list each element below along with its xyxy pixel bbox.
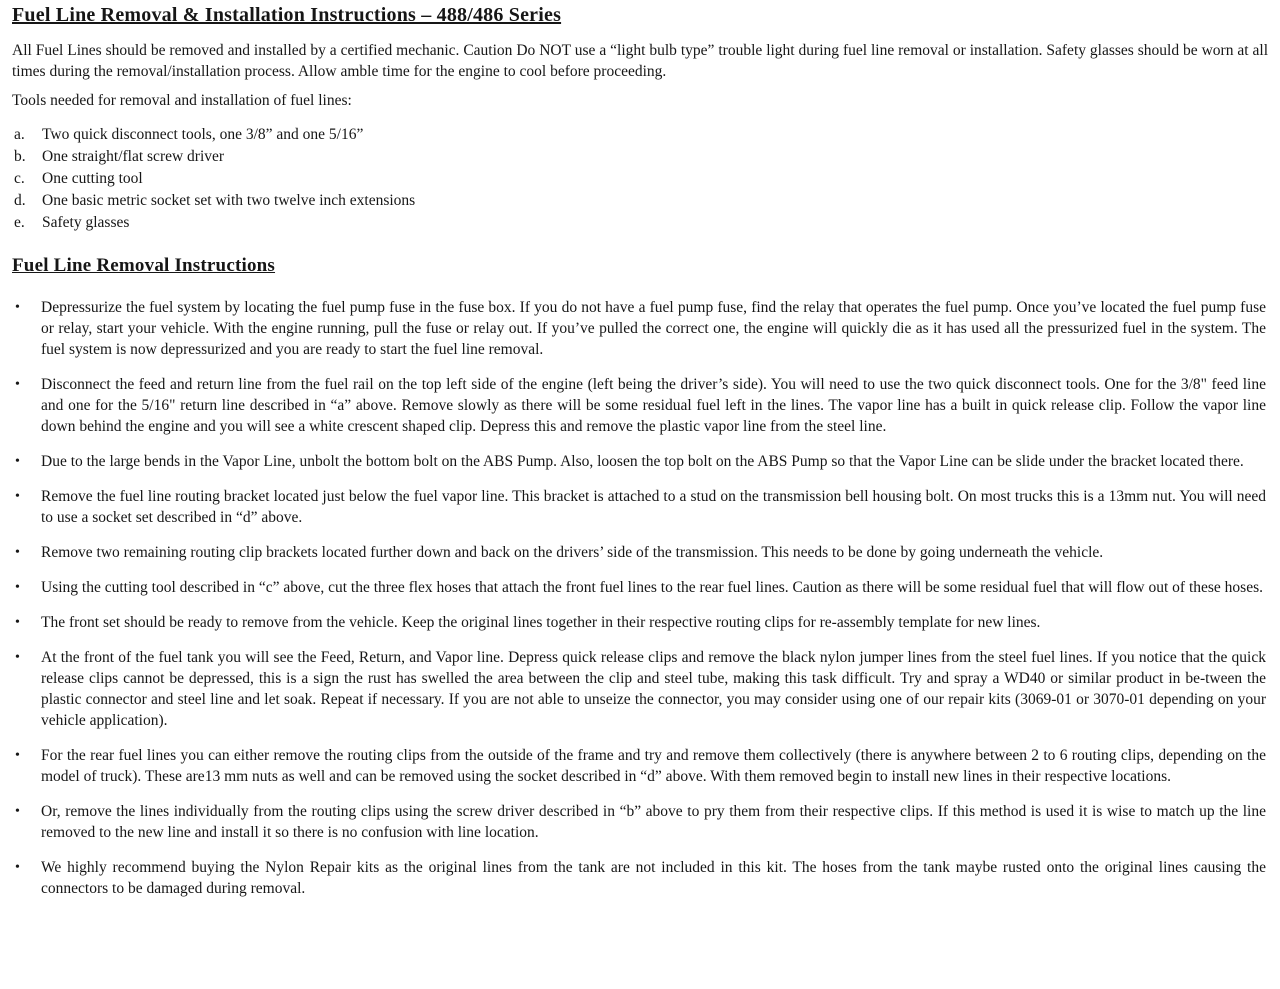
bullet-item [12, 647, 1268, 731]
bullet-item [12, 745, 1268, 787]
bullet-text: At the front of the fuel tank you will see the Feed, Return, and Vapor line. Depress quick release clips and remove the black nylon jumper lines from the steel fuel lines. If you notice that the quick release clips cannot be depressed, this is a sign the rust has swelled the area between the clip and steel tube, making this task difficult. Try and spray a WD40 or similar product in be-tween the plastic connector and steel line and let soak. Repeat if necessary. If you are not able to unseize the connector, you may consider using one of our repair kits (3069-01 or 3070-01 depending on your vehicle application). [41, 649, 1266, 729]
tool-item-letter: b. [14, 148, 26, 165]
tool-item-text: Two quick disconnect tools, one 3/8” and one 5/16” [42, 126, 364, 143]
tool-list-item [12, 149, 1268, 165]
section-heading: Fuel Line Removal Instructions [12, 255, 276, 276]
intro-paragraph: All Fuel Lines should be removed and installed by a certified mechanic. Caution Do NOT use a “light bulb type” trouble light during fuel line removal or installation. Safety glasses should be worn at all times during the removal/installation process. Allow amble time for the engine to cool before proceeding. [12, 42, 1268, 80]
bullet-icon: • [15, 300, 20, 315]
tool-item-text: One straight/flat screw driver [42, 148, 225, 165]
instructions-list [12, 297, 1268, 899]
bullet-item [12, 374, 1268, 437]
document-title: Fuel Line Removal & Installation Instructions – 488/486 Series [12, 4, 562, 26]
bullet-item [12, 297, 1268, 360]
bullet-icon: • [15, 615, 20, 630]
bullet-item [12, 451, 1268, 472]
tool-item-text: One cutting tool [42, 170, 143, 187]
bullet-item [12, 801, 1268, 843]
tool-item-letter: c. [14, 170, 25, 187]
bullet-text: Using the cutting tool described in “c” above, cut the three flex hoses that attach the front fuel lines to the rear fuel lines. Caution as there will be some residual fuel that will flow out of these hoses. [41, 579, 1263, 596]
bullet-text: For the rear fuel lines you can either remove the routing clips from the outside of the frame and try and remove them collectively (there is anywhere between 2 to 6 routing clips, depending on the model of truck). These are13 mm nuts as well and can be removed using the socket described in “d” above. With them removed begin to install new lines in their respective locations. [41, 747, 1266, 785]
bullet-text: Disconnect the feed and return line from the fuel rail on the top left side of the engine (left being the driver’s side). You will need to use the two quick disconnect tools. One for the 3/8" feed line and one for the 5/16" return line described in “a” above. Remove slowly as there will be some residual fuel left in the lines. The vapor line has a built in quick release clip. Follow the vapor line down behind the engine and you will see a white crescent shaped clip. Depress this and remove the plastic vapor line from the steel line. [41, 376, 1266, 435]
tool-item-letter: d. [14, 192, 26, 209]
bullet-text: Remove the fuel line routing bracket located just below the fuel vapor line. This bracket is attached to a stud on the transmission bell housing bolt. On most trucks this is a 13mm nut. You will need to use a socket set described in “d” above. [41, 488, 1266, 526]
bullet-text: The front set should be ready to remove from the vehicle. Keep the original lines together in their respective routing clips for re-assembly template for new lines. [41, 614, 1041, 631]
bullet-text: Due to the large bends in the Vapor Line, unbolt the bottom bolt on the ABS Pump. Also, loosen the top bolt on the ABS Pump so that the Vapor Line can be slide under the bracket located there. [41, 453, 1244, 470]
tools-list [12, 127, 1268, 231]
tool-list-item [12, 127, 1268, 143]
bullet-icon: • [15, 804, 20, 819]
bullet-item [12, 612, 1268, 633]
tool-item-text: One basic metric socket set with two twelve inch extensions [42, 192, 416, 209]
bullet-item [12, 577, 1268, 598]
bullet-text: Or, remove the lines individually from the routing clips using the screw driver described in “b” above to pry them from their respective clips. If this method is used it is wise to match up the line removed to the new line and install it so there is no confusion with line location. [41, 803, 1266, 841]
tool-item-letter: a. [14, 126, 25, 143]
bullet-icon: • [15, 860, 20, 875]
tool-list-item [12, 171, 1268, 187]
tool-item-text: Safety glasses [42, 214, 130, 231]
bullet-icon: • [15, 454, 20, 469]
bullet-icon: • [15, 489, 20, 504]
bullet-item [12, 857, 1268, 899]
bullet-item [12, 486, 1268, 528]
bullet-icon: • [15, 377, 20, 392]
bullet-icon: • [15, 580, 20, 595]
tool-list-item [12, 193, 1268, 209]
bullet-icon: • [15, 545, 20, 560]
tools-intro-paragraph: Tools needed for removal and installation of fuel lines: [12, 92, 352, 109]
bullet-text: We highly recommend buying the Nylon Repair kits as the original lines from the tank are not included in this kit. The hoses from the tank maybe rusted onto the original lines causing the connectors to be damaged during removal. [41, 859, 1266, 897]
bullet-text: Depressurize the fuel system by locating the fuel pump fuse in the fuse box. If you do not have a fuel pump fuse, find the relay that operates the fuel pump. Once you’ve located the fuel pump fuse or relay, start your vehicle. With the engine running, pull the fuse or relay out. If you’ve pulled the correct one, the engine will quickly die as it has used all the pressurized fuel in the system. The fuel system is now depressurized and you are ready to start the fuel line removal. [41, 299, 1266, 358]
tool-list-item [12, 215, 1268, 231]
bullet-text: Remove two remaining routing clip brackets located further down and back on the drivers’ side of the transmission. This needs to be done by going underneath the vehicle. [41, 544, 1104, 561]
bullet-icon: • [15, 650, 20, 665]
bullet-item [12, 542, 1268, 563]
bullet-icon: • [15, 748, 20, 763]
tool-item-letter: e. [14, 214, 25, 231]
